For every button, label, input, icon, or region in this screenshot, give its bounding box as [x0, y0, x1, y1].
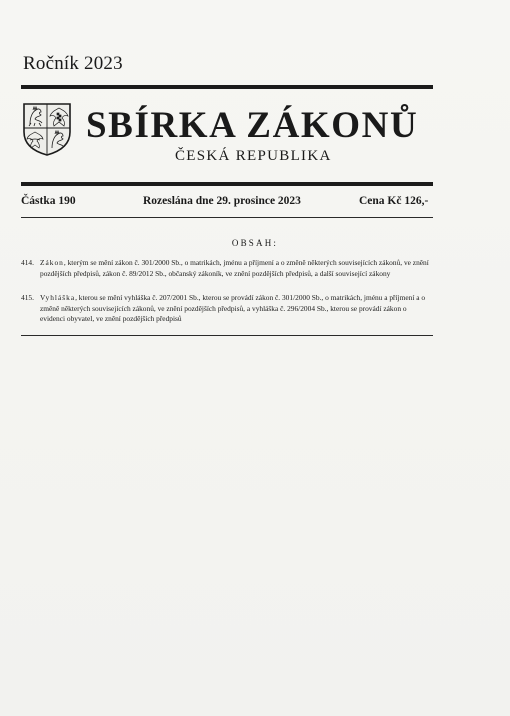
entry-description: , kterou se mění vyhláška č. 207/2001 Sb., kterou se provádí zákon č. 301/2000 Sb., o matrikách, jménu a příjmení a o změně některých souvisejících zákonů, ve znění pozdějších předpisů, a vyhláška č. 296/2004 Sb., kterou se provádí zákon o evidenci obyvatel, ve znění pozdějších předpisů: [40, 293, 426, 324]
entry-text: [40, 293, 433, 325]
entry-kind: Vyhláška: [40, 293, 76, 302]
contents-end-rule: [21, 335, 433, 336]
year-label: Ročník 2023: [23, 53, 123, 74]
entry-kind: Zákon: [40, 258, 64, 267]
gazette-title: SBÍRKA ZÁKONŮ: [86, 105, 419, 146]
contents-entry-414: [21, 258, 433, 279]
czech-coat-of-arms-icon: [22, 102, 72, 156]
price: Cena Kč 126,-: [359, 195, 429, 207]
header-bottom-rule: [21, 182, 433, 186]
entry-text: [40, 258, 433, 279]
entry-description: , kterým se mění zákon č. 301/2000 Sb., o matrikách, jménu a příjmení a o změně některých souvisejících zákonů, ve znění pozdějších předpisů, zákon č. 89/2012 Sb., občanský zákoník, ve znění pozdějších předpisů, a další související zákony: [40, 258, 429, 278]
contents-entry-415: [21, 293, 433, 325]
header-top-rule: [21, 85, 433, 89]
entry-number: 414.: [21, 258, 34, 267]
distribution-date: Rozeslána dne 29. prosince 2023: [143, 195, 301, 207]
country-subtitle: ČESKÁ REPUBLIKA: [175, 148, 332, 164]
part-number: Částka 190: [21, 195, 76, 207]
info-rule: [21, 217, 433, 218]
contents-heading: OBSAH:: [231, 238, 279, 248]
entry-number: 415.: [21, 293, 34, 302]
